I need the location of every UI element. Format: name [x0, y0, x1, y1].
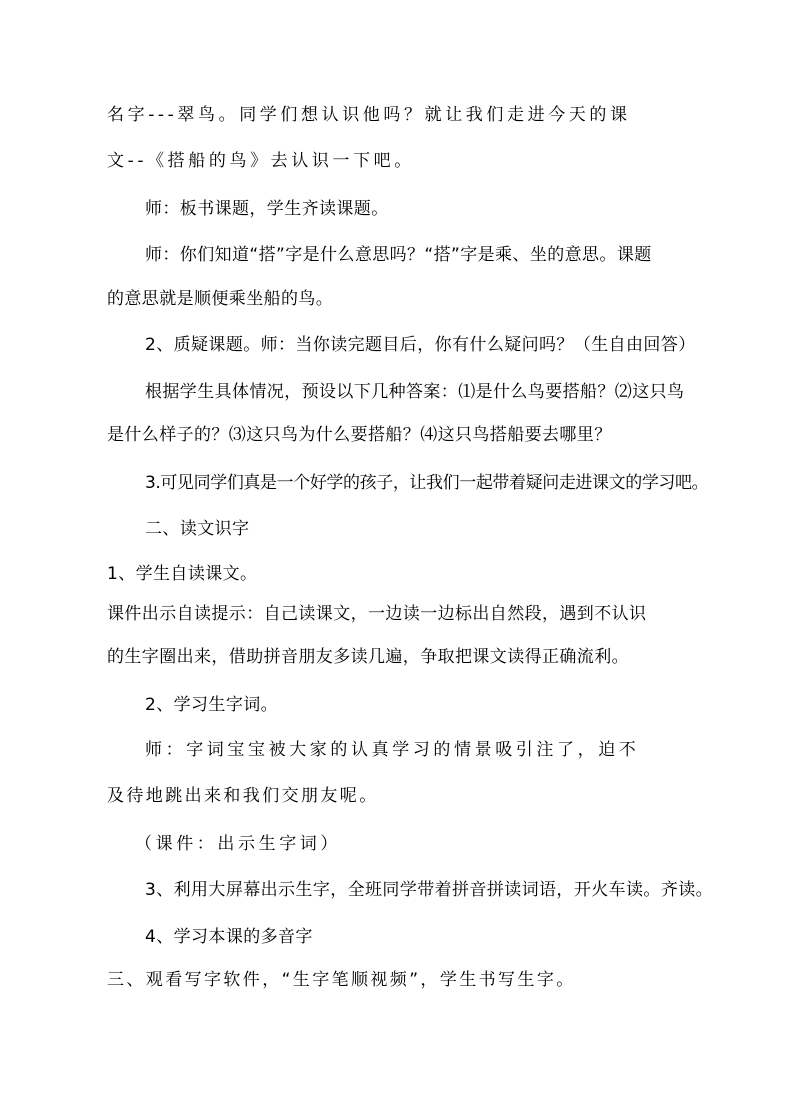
paragraph-line: 师：字词宝宝被大家的认真学习的情景吸引注了，迫不 — [145, 740, 640, 760]
paragraph-line: 名字---翠鸟。同学们想认识他吗？就让我们走进今天的课 — [107, 105, 631, 125]
section-heading: 三、观看写字软件，“生字笔顺视频”，学生书写生字。 — [107, 970, 576, 990]
paragraph-line: （课件：出示生字词） — [135, 834, 341, 854]
paragraph-line: 3.可见同学们真是一个好学的孩子，让我们一起带着疑问走进课文的学习吧。 — [145, 473, 709, 493]
paragraph-line: 3、利用大屏幕出示生字，全班同学带着拼音拼读词语，开火车读。齐读。 — [145, 880, 714, 900]
paragraph-line: 师：板书课题，学生齐读课题。 — [145, 199, 389, 219]
paragraph-line: 的意思就是顺便乘坐船的鸟。 — [107, 289, 334, 309]
paragraph-line: 根据学生具体情况，预设以下几种答案：⑴是什么鸟要搭船？⑵这只鸟 — [145, 382, 685, 402]
paragraph-line: 师：你们知道“搭”字是什么意思吗？“搭”字是乘、坐的意思。课题 — [145, 245, 652, 265]
paragraph-line: 1、学生自读课文。 — [107, 564, 258, 584]
paragraph-line: 的生字圈出来，借助拼音朋友多读几遍，争取把课文读得正确流利。 — [107, 647, 629, 667]
paragraph-line: 课件出示自读提示：自己读课文，一边读一边标出自然段，遇到不认识 — [107, 604, 647, 624]
paragraph-line: 2、质疑课题。师：当你读完题目后，你有什么疑问吗？（生自由回答） — [145, 335, 696, 355]
section-heading: 二、读文识字 — [145, 519, 250, 539]
paragraph-line: 4、学习本课的多音字 — [145, 927, 313, 947]
paragraph-line: 及待地跳出来和我们交朋友呢。 — [107, 786, 379, 806]
paragraph-line: 文--《搭船的鸟》去认识一下吧。 — [107, 151, 415, 171]
paragraph-line: 2、学习生字词。 — [145, 695, 279, 715]
paragraph-line: 是什么样子的？⑶这只鸟为什么要搭船？⑷这只鸟搭船要去哪里？ — [107, 425, 612, 445]
